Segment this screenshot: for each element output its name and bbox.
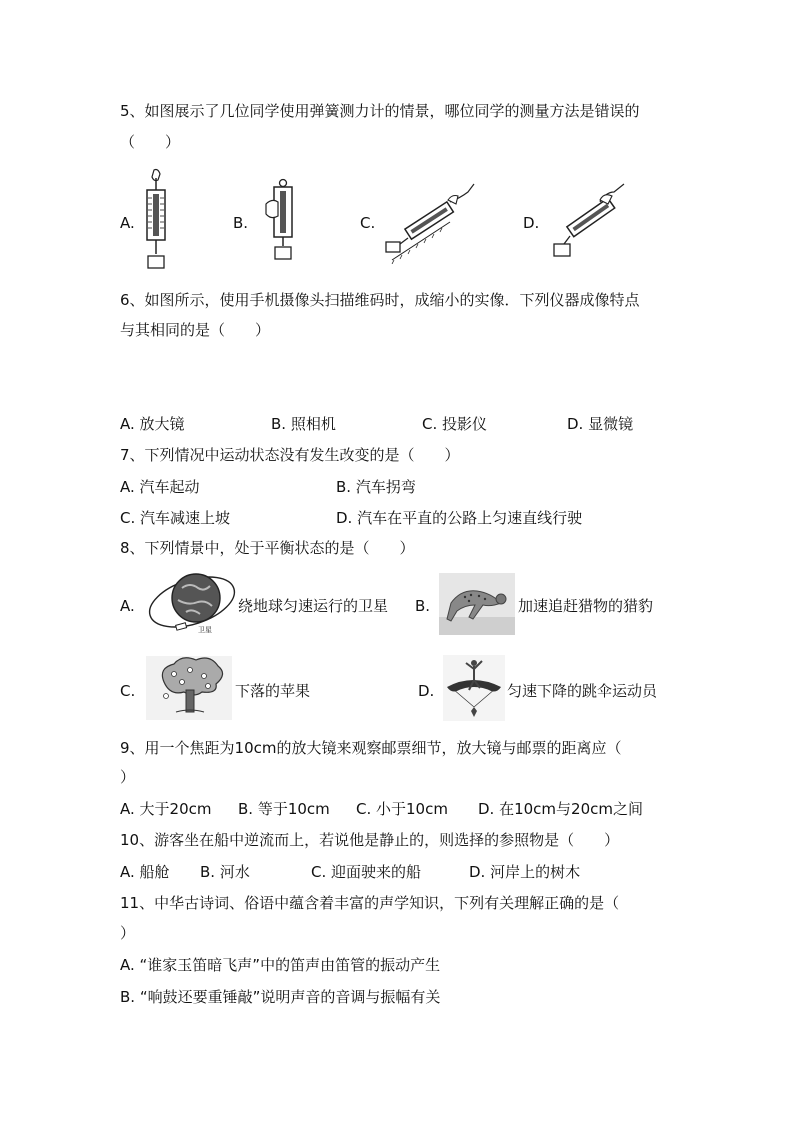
q8-option-a-label: A.	[120, 597, 135, 615]
q6-text-line1: 6、如图所示，使用手机摄像头扫描维码时，成缩小的实像．下列仪器成像特点	[120, 291, 640, 309]
q10-option-b: B. 河水	[200, 863, 250, 881]
q8-option-a-text: 绕地球匀速运行的卫星	[238, 597, 389, 615]
q8-option-c-text: 下落的苹果	[235, 682, 311, 700]
satellite-orbit-earth-figure	[144, 570, 240, 638]
q8-option-b-text: 加速追赶猎物的猎豹	[518, 597, 654, 615]
spring-scale-vertical-b-figure	[262, 178, 304, 262]
q7-option-a: A. 汽车起动	[120, 478, 200, 496]
q5-option-b: B.	[233, 214, 249, 232]
q5-option-d: D.	[523, 214, 540, 232]
q10-option-c: C. 迎面驶来的船	[311, 863, 422, 881]
q6-option-c: C. 投影仪	[422, 415, 488, 433]
spring-scale-diagonal-c-figure	[382, 178, 477, 264]
q11-text-line2: ）	[120, 924, 136, 942]
q8-option-b-label: B.	[415, 597, 431, 615]
q9-text-line1: 9、用一个焦距为10cm的放大镜来观察邮票细节，放大镜与邮票的距离应（	[120, 739, 622, 757]
satellite-image-label: 卫星	[198, 626, 212, 634]
q11-text-line1: 11、中华古诗词、俗语中蕴含着丰富的声学知识，下列有关理解正确的是（	[120, 894, 620, 912]
q10-text: 10、游客坐在船中逆流而上，若说他是静止的，则选择的参照物是（ ）	[120, 831, 620, 849]
q7-option-d: D. 汽车在平直的公路上匀速直线行驶	[336, 509, 583, 527]
q8-text: 8、下列情景中，处于平衡状态的是（ ）	[120, 539, 415, 557]
q6-text-line2: 与其相同的是（ ）	[120, 321, 271, 339]
q11-option-b: B. “响鼓还要重锤敲”说明声音的音调与振幅有关	[120, 988, 441, 1006]
q7-option-b: B. 汽车拐弯	[336, 478, 416, 496]
spring-scale-vertical-a-figure	[136, 168, 176, 272]
q6-option-a: A. 放大镜	[120, 415, 185, 433]
q5-paren: （ ）	[120, 133, 181, 151]
q9-option-a: A. 大于20cm	[120, 800, 212, 818]
spring-scale-diagonal-d-figure	[550, 180, 630, 260]
q7-text: 7、下列情况中运动状态没有发生改变的是（ ）	[120, 446, 460, 464]
q9-option-c: C. 小于10cm	[356, 800, 448, 818]
q6-option-b: B. 照相机	[271, 415, 336, 433]
q8-option-c-label: C.	[120, 682, 136, 700]
q8-option-d-text: 匀速下降的跳伞运动员	[507, 682, 658, 700]
apple-tree-figure	[146, 656, 232, 720]
cheetah-figure	[439, 573, 515, 635]
q10-option-d: D. 河岸上的树木	[469, 863, 581, 881]
q8-option-d-label: D.	[418, 682, 435, 700]
q9-option-b: B. 等于10cm	[238, 800, 330, 818]
q6-option-d: D. 显微镜	[567, 415, 634, 433]
q9-option-d: D. 在10cm与20cm之间	[478, 800, 643, 818]
q5-option-a: A.	[120, 214, 135, 232]
q11-option-a: A. “谁家玉笛暗飞声”中的笛声由笛管的振动产生	[120, 956, 441, 974]
parachutist-figure	[443, 655, 505, 721]
q5-option-c: C.	[360, 214, 376, 232]
q7-option-c: C. 汽车减速上坡	[120, 509, 231, 527]
q5-text: 5、如图展示了几位同学使用弹簧测力计的情景，哪位同学的测量方法是错误的	[120, 102, 640, 120]
q9-text-line2: ）	[120, 768, 136, 786]
q10-option-a: A. 船舱	[120, 863, 170, 881]
